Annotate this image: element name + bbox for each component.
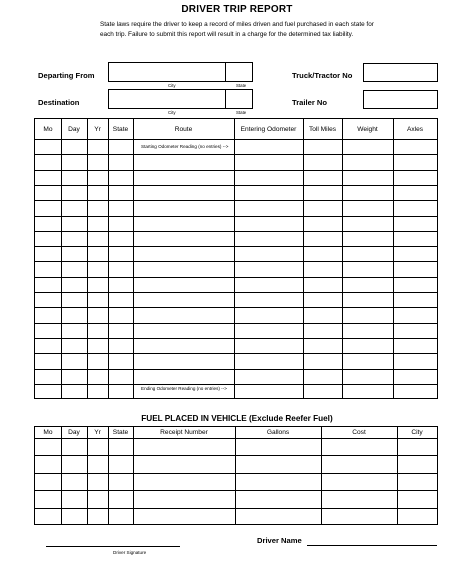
trip-cell[interactable]: [303, 200, 342, 215]
fuel-cell[interactable]: [397, 490, 437, 507]
trip-cell[interactable]: [35, 246, 61, 261]
trip-header-weight: Weight: [357, 125, 378, 133]
destination-label: Destination: [38, 98, 80, 107]
destination-city-caption: City: [168, 110, 176, 115]
fuel-cell[interactable]: [397, 508, 437, 525]
fuel-header-receipt-number: Receipt Number: [160, 429, 208, 436]
field-divider: [225, 63, 226, 81]
trip-cell[interactable]: [342, 170, 393, 185]
starting-odometer-note: Starting Odometer Reading (no entries) -->: [141, 144, 229, 149]
trip-cell[interactable]: [133, 185, 234, 200]
trip-cell[interactable]: [303, 338, 342, 353]
fuel-section-title: FUEL PLACED IN VEHICLE (Exclude Reefer Fuel): [141, 414, 333, 423]
trip-cell[interactable]: [35, 170, 61, 185]
fuel-cell[interactable]: [133, 508, 235, 525]
trip-cell[interactable]: [133, 307, 234, 322]
trip-cell[interactable]: [35, 307, 61, 322]
fuel-cell[interactable]: [235, 455, 321, 472]
trip-cell[interactable]: [35, 369, 61, 384]
trip-cell[interactable]: [342, 185, 393, 200]
trip-cell[interactable]: [61, 246, 87, 261]
fuel-cell[interactable]: [321, 490, 397, 507]
trip-cell[interactable]: [61, 277, 87, 292]
fuel-table: [34, 426, 438, 525]
trip-header-yr: Yr: [94, 125, 101, 133]
trip-cell[interactable]: [342, 307, 393, 322]
fuel-cell[interactable]: [87, 473, 108, 490]
trip-cell[interactable]: [234, 154, 303, 169]
fuel-cell[interactable]: [35, 473, 61, 490]
trip-cell[interactable]: [303, 154, 342, 169]
fuel-cell[interactable]: [35, 508, 61, 525]
trip-cell[interactable]: [87, 353, 108, 368]
trip-cell[interactable]: [87, 139, 108, 154]
trip-cell[interactable]: [342, 246, 393, 261]
trip-cell[interactable]: [108, 139, 133, 154]
trip-cell[interactable]: [303, 369, 342, 384]
trip-cell[interactable]: [108, 170, 133, 185]
trip-cell[interactable]: [234, 277, 303, 292]
departing-from-field[interactable]: [108, 62, 253, 82]
trip-cell[interactable]: [303, 139, 342, 154]
fuel-cell[interactable]: [133, 490, 235, 507]
trip-cell[interactable]: [35, 277, 61, 292]
trip-cell[interactable]: [342, 154, 393, 169]
trip-cell[interactable]: [393, 261, 437, 276]
trip-cell[interactable]: [393, 216, 437, 231]
trip-cell[interactable]: [87, 292, 108, 307]
trip-cell[interactable]: [133, 338, 234, 353]
trip-cell[interactable]: [61, 261, 87, 276]
trip-cell[interactable]: [393, 170, 437, 185]
fuel-cell[interactable]: [133, 473, 235, 490]
trip-cell[interactable]: [108, 369, 133, 384]
fuel-cell[interactable]: [35, 490, 61, 507]
trip-cell[interactable]: [133, 170, 234, 185]
trip-cell[interactable]: [61, 292, 87, 307]
trip-cell[interactable]: [108, 323, 133, 338]
trip-cell[interactable]: [303, 384, 342, 399]
fuel-header-city: City: [411, 429, 423, 436]
trip-cell[interactable]: [234, 170, 303, 185]
trip-header-route: Route: [174, 125, 193, 133]
trip-cell[interactable]: [393, 231, 437, 246]
trip-cell[interactable]: [342, 261, 393, 276]
trip-cell[interactable]: [108, 292, 133, 307]
trip-cell[interactable]: [87, 277, 108, 292]
trip-cell[interactable]: [303, 185, 342, 200]
trip-cell[interactable]: [342, 384, 393, 399]
driver-name-label: Driver Name: [257, 536, 302, 545]
trip-cell[interactable]: [393, 323, 437, 338]
trip-cell[interactable]: [35, 216, 61, 231]
departing-state-caption: State: [236, 83, 247, 88]
trip-cell[interactable]: [342, 338, 393, 353]
trip-cell[interactable]: [133, 292, 234, 307]
trip-cell[interactable]: [303, 323, 342, 338]
trip-cell[interactable]: [108, 231, 133, 246]
truck-tractor-no-label: Truck/Tractor No: [292, 71, 353, 80]
trip-cell[interactable]: [303, 277, 342, 292]
trip-cell[interactable]: [342, 139, 393, 154]
trip-cell[interactable]: [87, 154, 108, 169]
page-title: DRIVER TRIP REPORT: [181, 4, 293, 15]
trip-cell[interactable]: [393, 353, 437, 368]
intro-line-2: each trip. Failure to submit this report will result in a charge for the determined tax liability.: [100, 31, 354, 38]
trip-cell[interactable]: [133, 200, 234, 215]
trip-cell[interactable]: [342, 200, 393, 215]
trip-cell[interactable]: [234, 292, 303, 307]
trip-cell[interactable]: [35, 185, 61, 200]
departing-city-caption: City: [168, 83, 176, 88]
trip-cell[interactable]: [133, 216, 234, 231]
trip-cell[interactable]: [35, 384, 61, 399]
trip-cell[interactable]: [108, 353, 133, 368]
trip-cell[interactable]: [393, 277, 437, 292]
trip-cell[interactable]: [393, 338, 437, 353]
trip-cell[interactable]: [303, 216, 342, 231]
trip-table: [34, 118, 438, 399]
fuel-cell[interactable]: [321, 508, 397, 525]
fuel-cell[interactable]: [108, 473, 133, 490]
trip-cell[interactable]: [133, 323, 234, 338]
trip-cell[interactable]: [108, 216, 133, 231]
driver-name-line[interactable]: [307, 545, 437, 546]
trip-cell[interactable]: [87, 323, 108, 338]
fuel-cell[interactable]: [87, 438, 108, 455]
trip-cell[interactable]: [133, 353, 234, 368]
fuel-header-gallons: Gallons: [266, 429, 290, 436]
trip-cell[interactable]: [87, 231, 108, 246]
trip-cell[interactable]: [133, 369, 234, 384]
fuel-cell[interactable]: [321, 455, 397, 472]
fuel-cell[interactable]: [321, 473, 397, 490]
trip-cell[interactable]: [108, 261, 133, 276]
field-divider: [225, 90, 226, 108]
trip-cell[interactable]: [87, 384, 108, 399]
driver-signature-line[interactable]: [46, 546, 180, 547]
fuel-cell[interactable]: [108, 508, 133, 525]
trip-cell[interactable]: [108, 338, 133, 353]
trip-cell[interactable]: [35, 323, 61, 338]
trip-cell[interactable]: [87, 200, 108, 215]
trip-header-state: State: [112, 125, 129, 133]
trip-cell[interactable]: [108, 154, 133, 169]
fuel-cell[interactable]: [235, 473, 321, 490]
trip-cell[interactable]: [61, 384, 87, 399]
trip-cell[interactable]: [393, 369, 437, 384]
trip-cell[interactable]: [108, 307, 133, 322]
trip-cell[interactable]: [35, 139, 61, 154]
trip-cell[interactable]: [61, 307, 87, 322]
trip-header-entering-odometer: Entering Odometer: [240, 125, 297, 133]
trip-cell[interactable]: [35, 353, 61, 368]
trip-cell[interactable]: [61, 200, 87, 215]
trip-cell[interactable]: [108, 246, 133, 261]
trip-cell[interactable]: [234, 261, 303, 276]
fuel-cell[interactable]: [61, 438, 87, 455]
fuel-cell[interactable]: [61, 455, 87, 472]
trip-cell[interactable]: [133, 277, 234, 292]
trip-cell[interactable]: [61, 353, 87, 368]
trip-cell[interactable]: [87, 369, 108, 384]
fuel-cell[interactable]: [397, 438, 437, 455]
trip-cell[interactable]: [87, 170, 108, 185]
fuel-header-day: Day: [68, 429, 80, 436]
trip-cell[interactable]: [303, 353, 342, 368]
trip-cell[interactable]: [393, 154, 437, 169]
trip-cell[interactable]: [303, 170, 342, 185]
trip-cell[interactable]: [234, 231, 303, 246]
trip-cell[interactable]: [303, 246, 342, 261]
trip-header-day: Day: [68, 125, 80, 133]
trip-cell[interactable]: [303, 231, 342, 246]
fuel-cell[interactable]: [87, 508, 108, 525]
trip-cell[interactable]: [234, 353, 303, 368]
trailer-no-label: Trailer No: [292, 98, 328, 107]
fuel-cell[interactable]: [397, 473, 437, 490]
trip-cell[interactable]: [61, 338, 87, 353]
trip-cell[interactable]: [342, 277, 393, 292]
trip-cell[interactable]: [61, 154, 87, 169]
trip-cell[interactable]: [35, 154, 61, 169]
departing-from-label: Departing From: [38, 71, 95, 80]
trip-cell[interactable]: [342, 323, 393, 338]
trip-cell[interactable]: [303, 307, 342, 322]
trip-cell[interactable]: [108, 277, 133, 292]
fuel-cell[interactable]: [108, 490, 133, 507]
trip-cell[interactable]: [342, 353, 393, 368]
fuel-cell[interactable]: [87, 455, 108, 472]
fuel-cell[interactable]: [87, 490, 108, 507]
trip-cell[interactable]: [35, 338, 61, 353]
fuel-cell[interactable]: [108, 438, 133, 455]
fuel-header-state: State: [112, 429, 129, 436]
trip-cell[interactable]: [87, 261, 108, 276]
trip-cell[interactable]: [35, 292, 61, 307]
trip-cell[interactable]: [133, 246, 234, 261]
trip-cell[interactable]: [35, 261, 61, 276]
fuel-cell[interactable]: [235, 490, 321, 507]
fuel-cell[interactable]: [133, 438, 235, 455]
trip-cell[interactable]: [133, 231, 234, 246]
trip-cell[interactable]: [87, 307, 108, 322]
trip-cell[interactable]: [393, 185, 437, 200]
fuel-header-mo: Mo: [43, 429, 53, 436]
fuel-cell[interactable]: [35, 438, 61, 455]
destination-state-caption: State: [236, 110, 247, 115]
trip-cell[interactable]: [393, 307, 437, 322]
ending-odometer-note: Ending Odometer Reading (no entries) -->: [141, 386, 227, 391]
trip-cell[interactable]: [393, 292, 437, 307]
trip-cell[interactable]: [393, 246, 437, 261]
trip-cell[interactable]: [133, 154, 234, 169]
trip-cell[interactable]: [61, 185, 87, 200]
trip-cell[interactable]: [234, 246, 303, 261]
fuel-cell[interactable]: [235, 438, 321, 455]
trip-cell[interactable]: [234, 384, 303, 399]
fuel-header-yr: Yr: [94, 429, 101, 436]
trip-cell[interactable]: [87, 216, 108, 231]
fuel-header-cost: Cost: [352, 429, 366, 436]
trip-cell[interactable]: [234, 200, 303, 215]
trip-cell[interactable]: [61, 323, 87, 338]
trip-cell[interactable]: [342, 292, 393, 307]
trailer-no-field[interactable]: [363, 90, 438, 109]
trip-cell[interactable]: [303, 292, 342, 307]
trip-cell[interactable]: [234, 369, 303, 384]
trip-cell[interactable]: [35, 200, 61, 215]
fuel-cell[interactable]: [61, 473, 87, 490]
trip-cell[interactable]: [61, 139, 87, 154]
trip-cell[interactable]: [342, 216, 393, 231]
trip-cell[interactable]: [108, 200, 133, 215]
trip-cell[interactable]: [108, 384, 133, 399]
trip-header-axles: Axles: [406, 125, 424, 133]
fuel-cell[interactable]: [108, 455, 133, 472]
trip-cell[interactable]: [393, 200, 437, 215]
fuel-cell[interactable]: [133, 455, 235, 472]
intro-line-1: State laws require the driver to keep a record of miles driven and fuel purchased in each state for: [100, 21, 374, 28]
destination-field[interactable]: [108, 89, 253, 109]
trip-cell[interactable]: [133, 261, 234, 276]
trip-cell[interactable]: [303, 261, 342, 276]
fuel-cell[interactable]: [35, 455, 61, 472]
trip-cell[interactable]: [234, 338, 303, 353]
trip-cell[interactable]: [234, 185, 303, 200]
fuel-cell[interactable]: [235, 508, 321, 525]
trip-cell[interactable]: [61, 170, 87, 185]
trip-header-toll-miles: Toll Miles: [308, 125, 337, 133]
trip-cell[interactable]: [87, 246, 108, 261]
fuel-cell[interactable]: [61, 490, 87, 507]
trip-cell[interactable]: [61, 369, 87, 384]
fuel-cell[interactable]: [321, 438, 397, 455]
fuel-cell[interactable]: [61, 508, 87, 525]
trip-cell[interactable]: [234, 216, 303, 231]
trip-cell[interactable]: [393, 139, 437, 154]
trip-cell[interactable]: [234, 139, 303, 154]
trip-cell[interactable]: [108, 185, 133, 200]
truck-tractor-no-field[interactable]: [363, 63, 438, 82]
trip-cell[interactable]: [87, 185, 108, 200]
trip-cell[interactable]: [342, 231, 393, 246]
fuel-cell[interactable]: [397, 455, 437, 472]
trip-cell[interactable]: [61, 216, 87, 231]
trip-cell[interactable]: [342, 369, 393, 384]
trip-cell[interactable]: [87, 338, 108, 353]
trip-header-mo: Mo: [43, 125, 53, 133]
trip-cell[interactable]: [234, 307, 303, 322]
driver-signature-label: Driver Signature: [113, 550, 147, 555]
trip-cell[interactable]: [234, 323, 303, 338]
trip-cell[interactable]: [393, 384, 437, 399]
trip-cell[interactable]: [61, 231, 87, 246]
trip-cell[interactable]: [35, 231, 61, 246]
